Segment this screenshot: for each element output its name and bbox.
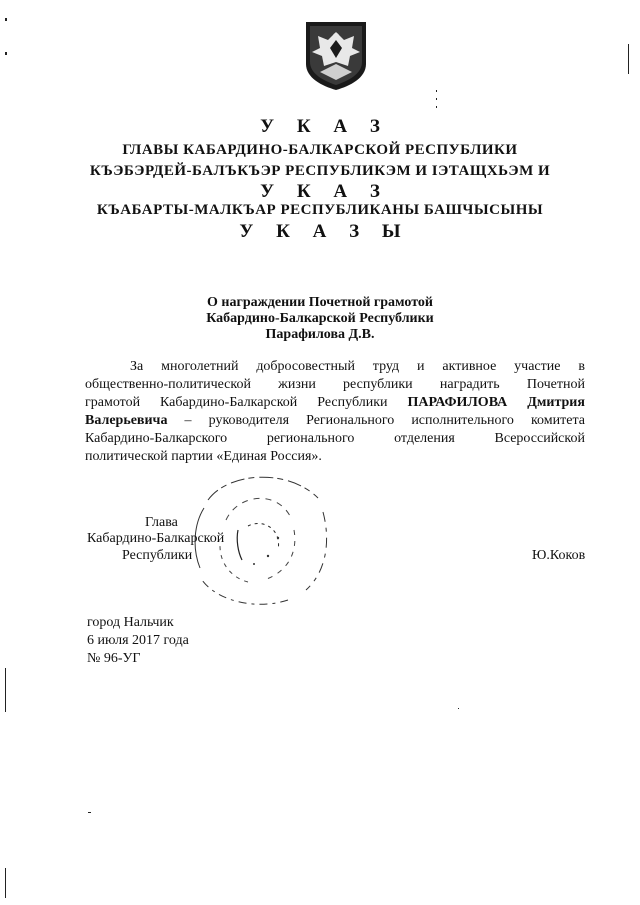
coat-of-arms-icon <box>298 18 374 92</box>
awardee-surname: ПАРАФИЛОВА <box>407 395 508 410</box>
signatory-title-line-2: Кабардино-Балкарской <box>87 531 225 546</box>
body-line-3: грамотой Кабардино-Балкарской Республики ПАРАФИЛОВА Дмитрия <box>85 395 585 410</box>
scan-edge-line <box>5 668 6 712</box>
scan-edge-line <box>5 868 6 898</box>
scan-dot <box>458 708 459 709</box>
decree-number: № 96-УГ <box>87 651 141 666</box>
body-line-4: Валерьевича – руководителя Регионального исполнительного комитета <box>85 413 585 428</box>
scan-dot <box>436 106 437 108</box>
body-line-6: политической партии «Единая Россия». <box>85 449 322 464</box>
signatory-name: Ю.Коков <box>532 548 586 563</box>
scan-mark <box>5 18 7 21</box>
body-line-1: За многолетний добросовестный труд и активное участие в <box>130 359 585 374</box>
decree-heading: У К А З <box>260 116 389 137</box>
issuer-balkar: КЪАБАРТЫ-МАЛКЪАР РЕСПУБЛИКАНЫ БАШЧЫСЫНЫ <box>96 202 544 218</box>
decree-heading-balkar: У К А З Ы <box>239 221 410 242</box>
scan-dot <box>436 98 437 100</box>
document-title-line-1: О награждении Почетной грамотой <box>207 295 433 310</box>
issuer-kabardian: КЪЭБЭРДЕЙ-БАЛЪКЪЭР РЕСПУБЛИКЭМ И ІЭТАЩХЬЭМ И <box>89 163 551 179</box>
awardee-patronymic: Валерьевича <box>85 413 168 428</box>
scan-dot <box>436 90 437 92</box>
document-title-line-2: Кабардино-Балкарской Республики <box>206 311 434 326</box>
decree-heading-kabardian: У К А З <box>260 181 389 202</box>
awardee-first-name: Дмитрия <box>527 395 585 410</box>
place-of-signing: город Нальчик <box>87 615 174 630</box>
signatory-title-line-1: Глава <box>145 515 178 530</box>
body-line-2: общественно-политической жизни республики наградить Почетной <box>85 377 585 392</box>
scan-edge-line <box>628 44 629 74</box>
scan-dot <box>88 812 91 813</box>
document-title-line-3: Парафилова Д.В. <box>265 327 375 342</box>
scan-mark <box>5 52 7 55</box>
issuer-russian: ГЛАВЫ КАБАРДИНО-БАЛКАРСКОЙ РЕСПУБЛИКИ <box>122 142 518 158</box>
date-of-signing: 6 июля 2017 года <box>87 633 189 648</box>
body-line-5: Кабардино-Балкарского регионального отделения Всероссийской <box>85 431 585 446</box>
signatory-title-line-3: Республики <box>122 548 193 563</box>
